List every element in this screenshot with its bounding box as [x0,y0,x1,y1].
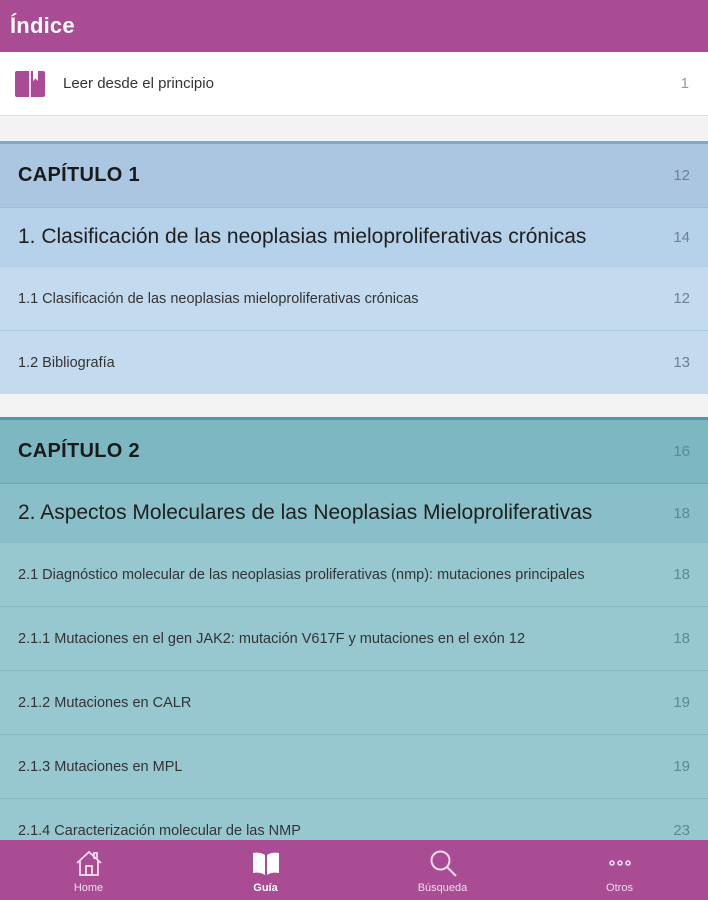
tab-otros-label: Otros [606,882,633,894]
page-number: 19 [673,694,690,711]
tab-busqueda-label: Búsqueda [417,882,468,894]
book-icon [14,68,46,100]
chapter-2-header[interactable] [0,417,708,483]
list-item[interactable] [0,670,708,734]
item-title: 2.1.1 Mutaciones en el gen JAK2: mutación V617F y mutaciones en el exón 12 [18,630,526,647]
bottom-navigation [0,840,708,900]
list-item[interactable] [0,606,708,670]
chapter-title: CAPÍTULO 2 [18,440,140,462]
tab-busqueda[interactable] [354,840,531,900]
chapter-1-group [0,141,708,394]
home-icon [74,848,104,878]
page-number: 12 [673,167,690,184]
item-title: 2.1.3 Mutaciones en MPL [18,758,183,775]
page-number: 12 [673,290,690,307]
spacer [0,116,708,141]
item-title: 2.1.2 Mutaciones en CALR [18,694,192,711]
page-number: 13 [673,354,690,371]
list-item[interactable] [0,330,708,394]
tab-otros[interactable] [531,840,708,900]
more-icon [605,848,635,878]
app-bar [0,0,708,52]
search-icon [428,848,458,878]
section-title: 2. Aspectos Moleculares de las Neoplasias Mieloproliferativas [18,501,593,524]
tab-guia-label: Guía [253,882,278,894]
tab-home-label: Home [73,882,104,894]
item-title: 1.1 Clasificación de las neoplasias mieloproliferativas crónicas [18,290,419,307]
list-item[interactable] [0,542,708,606]
read-from-start-label: Leer desde el principio [63,75,214,92]
item-title: 2.1 Diagnóstico molecular de las neoplasias proliferativas (nmp): mutaciones principales [18,566,585,583]
read-from-start-row[interactable] [0,52,708,116]
list-item[interactable] [0,798,708,840]
index-list[interactable] [0,52,708,840]
list-item[interactable] [0,266,708,330]
page-number: 18 [673,504,690,522]
open-book-icon [251,848,281,878]
page-number: 16 [673,443,690,460]
spacer [0,394,708,417]
page-number: 19 [673,758,690,775]
chapter-2-group [0,417,708,840]
page-number: 23 [673,822,690,839]
tab-home[interactable] [0,840,177,900]
tab-guia[interactable] [177,840,354,900]
section-2-row[interactable] [0,483,708,542]
section-1-row[interactable] [0,207,708,266]
item-title: 1.2 Bibliografía [18,354,115,371]
section-title: 1. Clasificación de las neoplasias mieloproliferativas crónicas [18,225,587,248]
page-number: 14 [673,228,690,246]
item-title: 2.1.4 Caracterización molecular de las NMP [18,822,301,839]
chapter-1-header[interactable] [0,141,708,207]
page-number: 18 [673,630,690,647]
page-title: Índice [10,13,75,38]
chapter-title: CAPÍTULO 1 [18,164,140,186]
page-number: 1 [680,75,689,92]
list-item[interactable] [0,734,708,798]
page-number: 18 [673,566,690,583]
